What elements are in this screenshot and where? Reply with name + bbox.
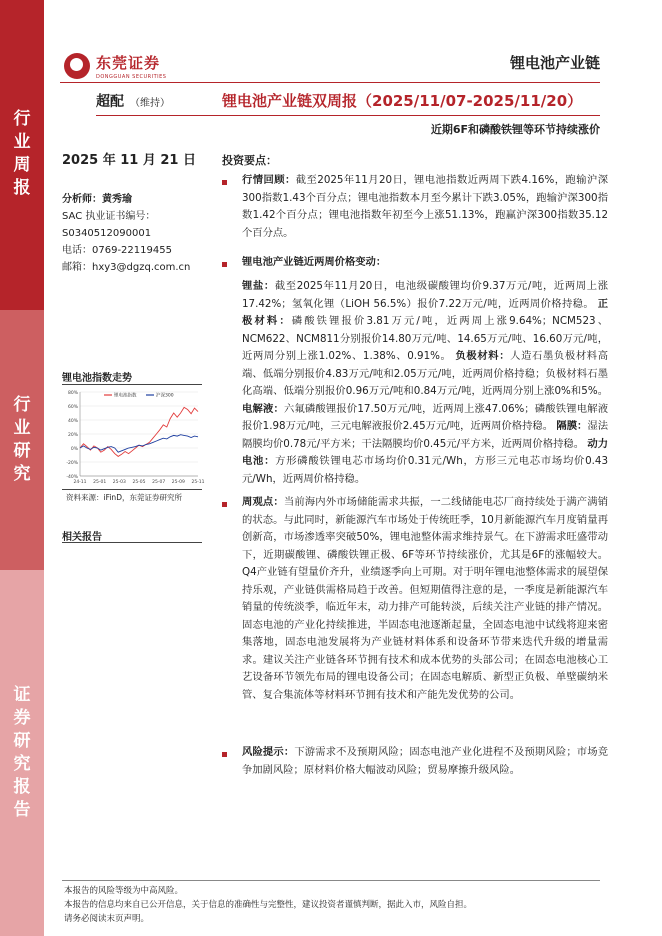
- electrolyte-text: 六氟磷酸锂报价17.50万元/吨，近两周上涨47.06%；磷酸铁锂电解液报价1.98万元/吨，三元电解液报价2.45万元/吨，近两周价格持稳。: [242, 402, 609, 432]
- report-title: 锂电池产业链双周报（2025/11/07-2025/11/20）: [222, 92, 583, 110]
- rating-value: 超配: [96, 94, 124, 110]
- chart-series-line-1: [80, 407, 198, 456]
- title-divider: [96, 115, 600, 116]
- cert-number: S0340512090001: [62, 228, 152, 239]
- chart-x-tick-label: 25-03: [112, 480, 126, 485]
- chart-x-tick-label: 25-11: [191, 480, 205, 485]
- analyst-row: [62, 191, 190, 208]
- logo-english-name: DONGGUAN SECURITIES: [96, 74, 167, 80]
- report-subtitle: 近期6F和磷酸铁锂等环节持续涨价: [430, 123, 600, 136]
- sidebar-label-securities-text: 证券研究报告: [13, 685, 31, 820]
- separator-text: 湿法隔膜均价0.78元/平方米；干法隔膜均价0.45元/平方米，近两周价格持稳。: [242, 420, 609, 450]
- power-battery-label: 动力电池：: [242, 437, 608, 467]
- related-reports-rule: [62, 542, 202, 543]
- chart-x-tick-label: 25-05: [132, 480, 146, 485]
- analyst-name: 黄秀瑜: [102, 194, 132, 205]
- chart-y-tick-label: 0%: [70, 447, 78, 452]
- footer-disclaimer: [64, 884, 472, 926]
- chart-y-tick-label: 80%: [67, 391, 78, 396]
- chart-y-tick-label: -40%: [66, 475, 78, 480]
- footer-divider: [62, 880, 600, 881]
- bullet-square-icon: [222, 262, 227, 267]
- chart-legend-label: 沪深300: [156, 393, 174, 399]
- rating: [96, 91, 170, 111]
- weekly-view-label: 周观点：: [242, 496, 284, 508]
- chart-x-tick-label: 24-11: [73, 480, 87, 485]
- cathode-text: 磷酸铁锂报价3.81万元/吨，近两周上涨9.64%；NCM523、NCM622、NCM811分别报价14.80万元/吨、14.65万元/吨、16.60万元/吨，近两周分别上涨1.02%、1.38%、0.91%。: [242, 315, 608, 362]
- lithium-salt-text: 截至2025年11月20日，电池级碳酸锂均价9.37万元/吨，近两周上涨17.42%；氢氧化锂（LiOH 56.5%）报价7.22万元/吨，近两周价格持稳。: [242, 280, 608, 310]
- anode-text: 人造石墨负极材料高端、低端分别报价4.83万元/吨和2.05万元/吨，近两周价格持稳；负极材料石墨化高端、低端分别报价0.96万元/吨和0.84万元/吨，近两周分别上涨0%和5%。: [242, 350, 608, 397]
- anode-label: 负极材料：: [455, 350, 511, 362]
- rating-note: （维持）: [130, 98, 170, 109]
- investment-highlights-heading: 投资要点：: [222, 154, 277, 167]
- chart-title: 锂电池指数走势: [62, 373, 132, 384]
- weekly-view-text: 当前海内外市场储能需求共振，一二线储能电芯厂商持续处于满产满销的状态。与此同时，新能源汽车市场处于传统旺季，10月新能源汽车月度销量再创新高，市场渗透率突破50%，锂电池整体需求维持景气。在下游需求旺盛带动下，近期碳酸锂、磷酸铁锂正极、6F等环节持续涨价，尤其是6F的涨幅较大。Q4产业链有望量价齐升，业绩逐季向上可期。对于明年锂电池整体需求的展望保持乐观，产业链供需格局趋于改善。但短期值得注意的是，一季度是新能源汽车销量的传统淡季，临近年末，动力排产可能转淡，后续关注产业链的排产情况。固态电池的产业化持续推进，半固态电池逐渐起量，全固态电池中试线将迎来密集落地，固态电池发展将为产业链材料体系和设备环节带来迭代升级的增量需求。建议关注产业链各环节拥有技术和成本优势的头部公司；在固态电池核心工艺设备环节领先布局的锂电设备公司；在固态电解质、新型正负极、单壁碳纳米管、复合集流体等材料环节拥有技术和产能先发优势的公司。: [242, 496, 609, 701]
- chart-legend-label: 锂电池指数: [114, 393, 137, 399]
- sidebar-label-weekly: [0, 108, 44, 200]
- header-divider: [60, 82, 600, 83]
- sidebar-label-securities: [0, 684, 44, 822]
- header-category: 锂电池产业链: [509, 54, 600, 72]
- price-change-heading: [242, 254, 608, 272]
- chart-source: 资料来源：iFinD，东莞证券研究所: [66, 493, 182, 502]
- analyst-label: 分析师：: [62, 194, 102, 205]
- risk-warning-text: 下游需求不及预期风险；固态电池产业化进程不及预期风险；市场竞争加剧风险；原材料价格大幅波动风险；贸易摩擦升级风险。: [242, 746, 609, 776]
- chart-top-rule: [62, 384, 202, 385]
- bullet-square-icon: [222, 752, 227, 757]
- index-chart: [62, 386, 205, 488]
- price-change-heading-text: 锂电池产业链近两周价格变动：: [242, 256, 387, 268]
- footer-risk-level: 本报告的风险等级为中高风险。: [64, 886, 184, 896]
- chart-y-tick-label: -20%: [66, 461, 78, 466]
- chart-y-tick-label: 40%: [67, 419, 78, 424]
- cert-label: SAC 执业证书编号：: [62, 211, 156, 222]
- bullet-square-icon: [222, 502, 227, 507]
- footer-info-source: 本报告的信息均来自已公开信息，关于信息的准确性与完整性，建议投资者谨慎判断，据此入市，风险自担。: [64, 900, 473, 910]
- chart-x-tick-label: 25-09: [171, 480, 185, 485]
- risk-warning-label: 风险提示：: [242, 746, 295, 758]
- related-reports-heading: 相关报告: [62, 532, 102, 543]
- weekly-view: [242, 494, 608, 704]
- chart-series-line-2: [80, 435, 198, 453]
- analyst-email: 邮箱：hxy3@dgzq.com.cn: [62, 262, 191, 273]
- power-battery-text: 方形磷酸铁锂电芯市场均价0.31元/Wh，方形三元电芯市场均价0.43元/Wh，近两周价格持稳。: [242, 455, 609, 485]
- bullet-square-icon: [222, 180, 227, 185]
- logo-mark-icon: [64, 53, 90, 79]
- logo-chinese-name: 东莞证券: [96, 54, 161, 72]
- market-review-text: 截至2025年11月20日，锂电池指数近两周下跌4.16%，跑输沪深300指数1.43个百分点；锂电池指数本月至今累计下跌3.05%，跑输沪深300指数1.42个百分点；锂电池指数年初至今上涨51.13%，跑赢沪深300指数35.12个百分点。: [242, 174, 609, 239]
- chart-y-tick-label: 20%: [67, 433, 78, 438]
- separator-label: 隔膜：: [556, 420, 588, 432]
- chart-bottom-rule: [62, 489, 202, 490]
- electrolyte-label: 电解液：: [242, 402, 284, 415]
- chart-x-tick-label: 25-01: [93, 480, 107, 485]
- index-chart-svg: [62, 386, 205, 488]
- market-review-label: 行情回顾：: [242, 174, 296, 186]
- company-logo: [64, 52, 166, 80]
- price-changes: [242, 278, 608, 488]
- lithium-salt-label: 锂盐：: [242, 280, 275, 292]
- sidebar-label-research-text: 行业研究: [13, 395, 31, 484]
- sidebar-label-research: [0, 394, 44, 486]
- chart-y-tick-label: 60%: [67, 405, 78, 410]
- footer-read-statement: 请务必阅读末页声明。: [64, 914, 150, 924]
- market-review: [242, 172, 608, 242]
- chart-x-tick-label: 25-07: [152, 480, 166, 485]
- risk-warning: [242, 744, 608, 779]
- cathode-label: 正极材料：: [242, 297, 608, 327]
- analyst-info: [62, 191, 190, 276]
- report-date: 2025 年 11 月 21 日: [62, 153, 196, 168]
- analyst-phone: 电话：0769-22119455: [62, 245, 172, 256]
- sidebar-label-weekly-text: 行业周报: [13, 109, 31, 198]
